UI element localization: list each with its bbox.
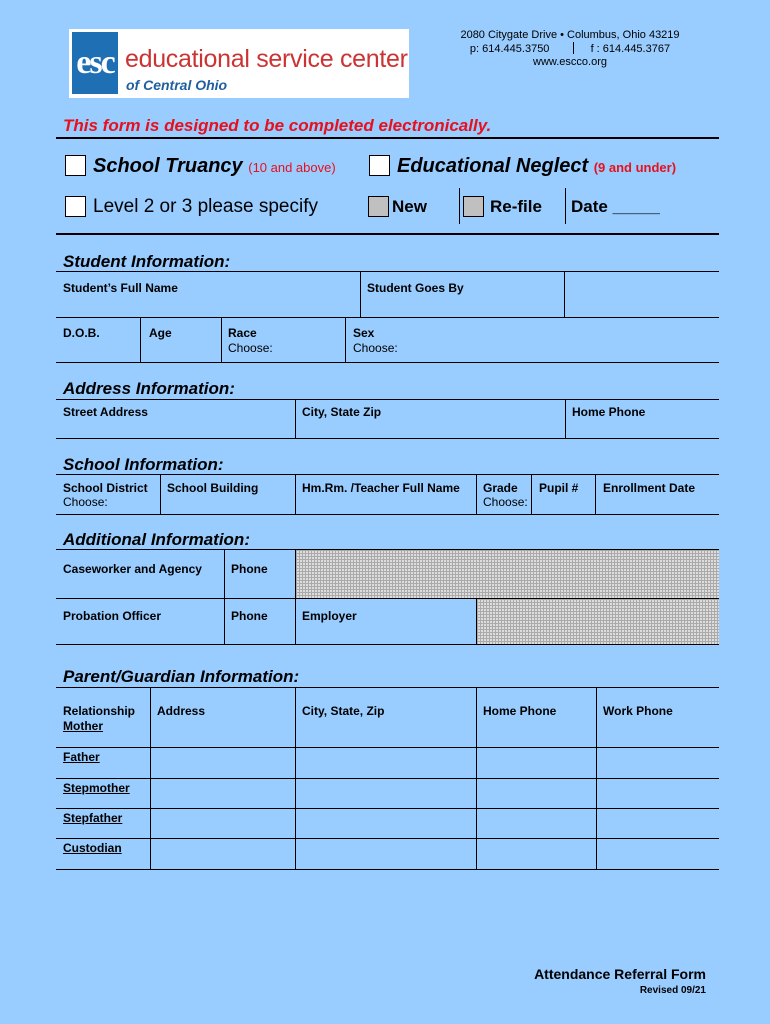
dob-label: D.O.B.	[63, 326, 100, 340]
logo	[69, 29, 409, 98]
race-label: Race	[228, 326, 257, 340]
divider	[56, 233, 719, 235]
contact-info	[430, 29, 710, 69]
divider	[295, 399, 296, 438]
address-header: Address	[157, 704, 206, 718]
form-title: Attendance Referral Form	[534, 966, 706, 982]
contact-address: 2080 Citygate Drive • Columbus, Ohio 43219	[460, 29, 680, 41]
logo-subtitle: of Central Ohio	[126, 77, 228, 93]
logo-mark: esc	[72, 32, 118, 94]
revision-date: Revised 09/21	[639, 985, 706, 996]
divider	[564, 271, 565, 317]
shaded-area	[296, 550, 719, 598]
divider	[56, 687, 719, 688]
educational-neglect-checkbox[interactable]	[369, 155, 390, 176]
divider	[140, 317, 141, 362]
street-address-label: Street Address	[63, 405, 148, 419]
city-header: City, State, Zip	[302, 704, 385, 718]
student-full-name-label: Student’s Full Name	[63, 281, 178, 295]
educational-neglect-label: Educational Neglect (9 and under)	[397, 155, 677, 177]
divider	[160, 474, 161, 514]
contact-fax: f : 614.445.3767	[590, 43, 671, 55]
divider	[56, 838, 719, 839]
probation-officer-label: Probation Officer	[63, 609, 162, 623]
row-mother: Mother	[63, 719, 103, 733]
teacher-name-label: Hm.Rm. /Teacher Full Name	[302, 481, 460, 495]
sex-label: Sex	[353, 326, 375, 340]
age-label: Age	[149, 326, 172, 340]
new-checkbox[interactable]	[368, 196, 389, 217]
home-phone-label: Home Phone	[572, 405, 646, 419]
employer-label: Employer	[302, 609, 357, 623]
divider	[595, 474, 596, 514]
divider	[56, 644, 719, 645]
contact-phones	[430, 42, 710, 56]
neglect-age-note: (9 and under)	[593, 160, 677, 175]
level-checkbox[interactable]	[65, 196, 86, 217]
divider	[221, 317, 222, 362]
refile-checkbox[interactable]	[463, 196, 484, 217]
school-district-label: School District	[63, 481, 148, 495]
school-truancy-checkbox[interactable]	[65, 155, 86, 176]
divider	[224, 549, 225, 644]
school-truancy-label: School Truancy (10 and above)	[93, 155, 336, 177]
divider	[56, 778, 719, 779]
row-father: Father	[63, 750, 100, 764]
additional-info-heading: Additional Information:	[63, 530, 250, 549]
divider	[56, 808, 719, 809]
divider	[56, 869, 719, 870]
school-district-select[interactable]: Choose:	[63, 495, 108, 509]
shaded-area	[477, 599, 719, 644]
new-label: New	[392, 197, 427, 216]
divider	[345, 317, 346, 362]
sex-select[interactable]: Choose:	[353, 341, 398, 355]
contact-web: www.escco.org	[533, 56, 607, 68]
divider	[573, 42, 574, 54]
form-note: This form is designed to be completed electronically.	[63, 116, 492, 135]
caseworker-label: Caseworker and Agency	[63, 562, 202, 576]
row-custodian: Custodian	[63, 841, 122, 855]
divider	[56, 438, 719, 439]
school-info-heading: School Information:	[63, 455, 224, 474]
pupil-number-label: Pupil #	[539, 481, 579, 495]
parent-info-heading: Parent/Guardian Information:	[63, 667, 300, 686]
relationship-header: Relationship	[63, 704, 136, 718]
divider	[531, 474, 532, 514]
address-info-heading: Address Information:	[63, 379, 235, 398]
grade-select[interactable]: Choose:	[483, 495, 528, 509]
divider	[295, 474, 296, 514]
level-label: Level 2 or 3 please specify	[93, 196, 318, 217]
logo-name: educational service center	[125, 45, 408, 73]
truancy-age-note: (10 and above)	[248, 160, 336, 175]
divider	[56, 514, 719, 515]
student-goes-by-label: Student Goes By	[367, 281, 464, 295]
grade-label: Grade	[483, 481, 518, 495]
divider	[56, 399, 719, 400]
divider	[360, 271, 361, 317]
divider	[56, 271, 719, 272]
date-field[interactable]: Date _____	[571, 197, 660, 216]
refile-label: Re-file	[490, 197, 542, 216]
divider	[56, 362, 719, 363]
row-stepfather: Stepfather	[63, 811, 123, 825]
divider	[459, 188, 460, 224]
student-info-heading: Student Information:	[63, 252, 231, 271]
divider	[56, 474, 719, 475]
school-building-label: School Building	[167, 481, 259, 495]
enrollment-date-label: Enrollment Date	[603, 481, 696, 495]
contact-phone: p: 614.445.3750	[469, 43, 550, 55]
caseworker-phone-label: Phone	[231, 562, 268, 576]
row-stepmother: Stepmother	[63, 781, 130, 795]
divider	[56, 747, 719, 748]
divider	[565, 399, 566, 438]
divider	[56, 317, 719, 318]
city-state-zip-label: City, State Zip	[302, 405, 382, 419]
probation-phone-label: Phone	[231, 609, 268, 623]
divider	[476, 474, 477, 514]
divider	[56, 137, 719, 139]
home-phone-header: Home Phone	[483, 704, 557, 718]
divider	[565, 188, 566, 224]
race-select[interactable]: Choose:	[228, 341, 273, 355]
work-phone-header: Work Phone	[603, 704, 673, 718]
